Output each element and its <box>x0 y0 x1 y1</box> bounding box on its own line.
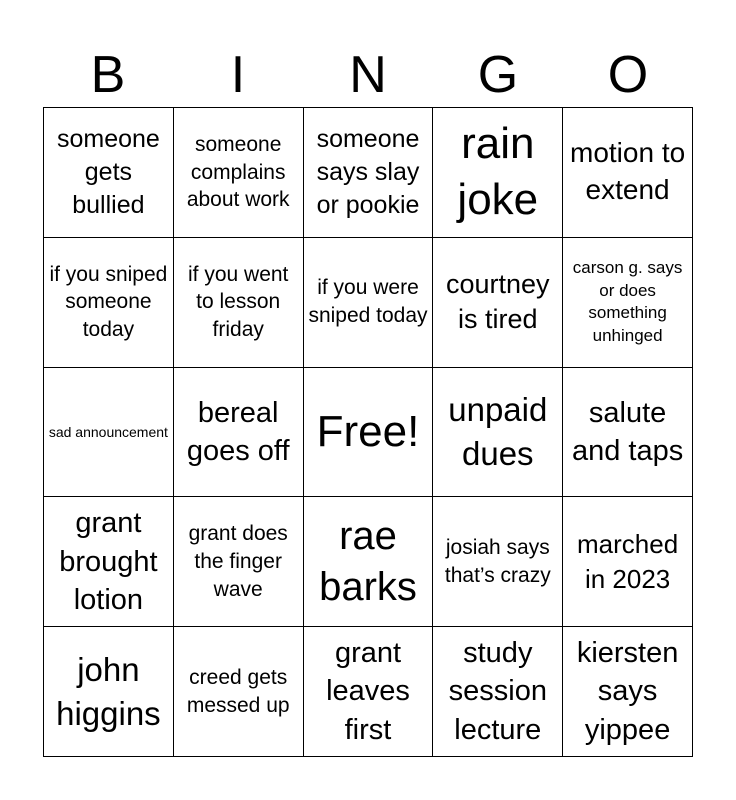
bingo-cell-text: grant does the finger wave <box>188 522 288 601</box>
bingo-cell[interactable] <box>563 497 693 627</box>
bingo-cell[interactable] <box>174 627 304 757</box>
bingo-cell-text: marched in 2023 <box>577 529 679 594</box>
bingo-cell[interactable] <box>433 238 563 368</box>
bingo-cell[interactable] <box>563 238 693 368</box>
bingo-cell-text: if you were sniped today <box>308 276 428 328</box>
bingo-cell-text: bereal goes off <box>186 396 290 467</box>
bingo-cell-text: rain joke <box>457 119 539 225</box>
bingo-cell[interactable] <box>44 627 174 757</box>
bingo-cell[interactable] <box>433 497 563 627</box>
bingo-cell-text: someone says slay or pookie <box>316 124 420 219</box>
bingo-cell-text: courtney is tired <box>446 268 550 335</box>
bingo-cell-text: salute and taps <box>571 396 684 467</box>
header-letter-n: N <box>349 46 387 104</box>
bingo-cell[interactable] <box>44 368 174 498</box>
bingo-cell[interactable] <box>304 368 434 498</box>
bingo-cell-text: kiersten says yippee <box>576 637 679 746</box>
bingo-cell-text: Free! <box>316 406 420 456</box>
bingo-cell[interactable] <box>563 108 693 238</box>
bingo-cell-text: carson g. says or does something unhinged <box>572 258 683 345</box>
bingo-cell[interactable] <box>44 497 174 627</box>
bingo-cell[interactable] <box>304 238 434 368</box>
bingo-cell-text: rae barks <box>319 513 417 609</box>
bingo-cell[interactable] <box>433 627 563 757</box>
bingo-cell-text: creed gets messed up <box>186 665 290 717</box>
bingo-cell[interactable] <box>304 497 434 627</box>
bingo-cell-text: john higgins <box>56 651 161 732</box>
bingo-card-grid <box>43 107 693 757</box>
bingo-cell[interactable] <box>433 368 563 498</box>
bingo-cell-text: if you went to lesson friday <box>188 262 289 342</box>
bingo-cell[interactable] <box>174 368 304 498</box>
bingo-cell-text: josiah says that’s crazy <box>444 536 551 587</box>
bingo-cell-text: grant brought lotion <box>59 507 158 616</box>
bingo-cell[interactable] <box>304 108 434 238</box>
bingo-cell-text: someone complains about work <box>186 132 290 212</box>
bingo-cell-text: if you sniped someone today <box>49 262 168 342</box>
bingo-cell[interactable] <box>174 238 304 368</box>
bingo-cell[interactable] <box>174 108 304 238</box>
header-letter-i: I <box>230 46 246 104</box>
header-letter-o: O <box>607 46 649 104</box>
bingo-cell[interactable] <box>304 627 434 757</box>
header-letter-g: G <box>477 46 519 104</box>
bingo-cell-text: motion to extend <box>570 137 686 206</box>
bingo-header <box>43 44 693 106</box>
bingo-cell-text: unpaid dues <box>448 391 548 472</box>
bingo-cell[interactable] <box>44 108 174 238</box>
bingo-cell-text: grant leaves first <box>326 637 410 746</box>
bingo-cell[interactable] <box>44 238 174 368</box>
bingo-cell[interactable] <box>433 108 563 238</box>
bingo-cell[interactable] <box>563 627 693 757</box>
header-letter-b: B <box>90 46 126 104</box>
bingo-cell-text: sad announcement <box>48 423 168 440</box>
bingo-cell-text: someone gets bullied <box>56 124 160 219</box>
bingo-cell[interactable] <box>563 368 693 498</box>
bingo-cell-text: study session lecture <box>448 637 547 746</box>
bingo-cell[interactable] <box>174 497 304 627</box>
